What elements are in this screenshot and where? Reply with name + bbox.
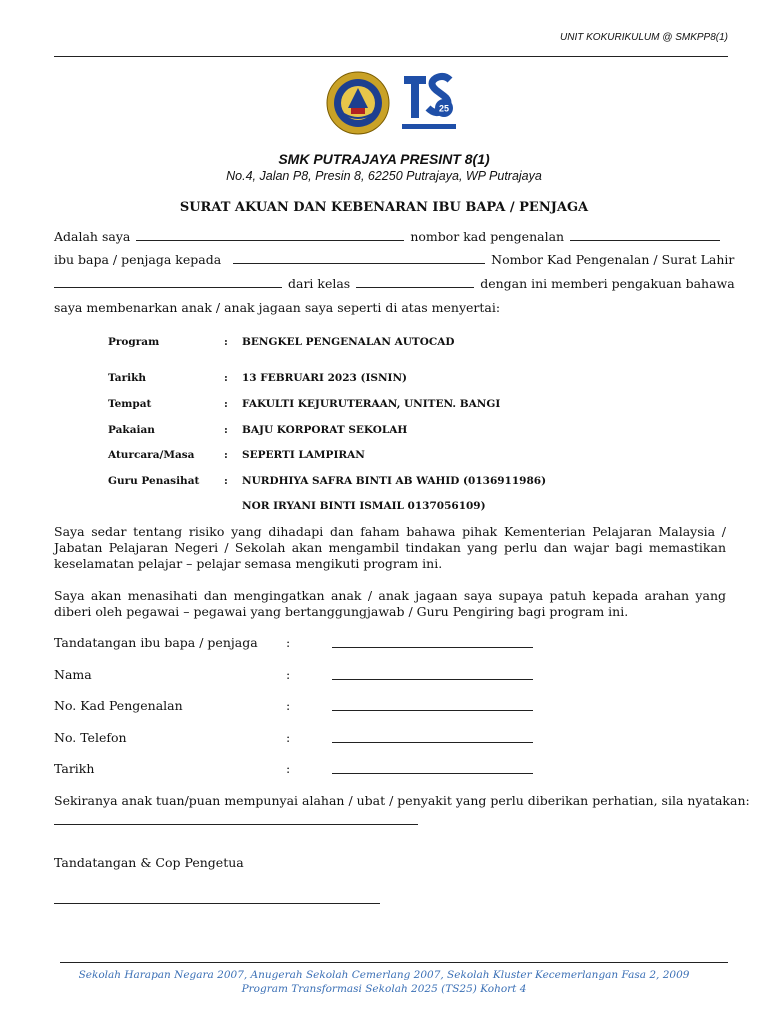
document-title: SURAT AKUAN DAN KEBENARAN IBU BAPA / PENJAGA [179, 200, 589, 215]
phone-input-line[interactable] [332, 742, 533, 743]
name-input-line[interactable] [332, 679, 533, 680]
ts25-logo-icon [398, 72, 456, 129]
form-field-parent-signature [54, 635, 554, 651]
detail-value: NOR IRYANI BINTI ISMAIL 0137056109) [242, 500, 486, 512]
school-address: No.4, Jalan P8, Presin 8, 62250 Putrajaya, WP Putrajaya [226, 169, 542, 183]
form-field-colon: : [286, 667, 291, 682]
form-field-ic [54, 698, 554, 714]
declaration-line-1 [54, 229, 722, 244]
form-field-label: No. Telefon [54, 730, 127, 745]
detail-value: BAJU KORPORAT SEKOLAH [242, 424, 408, 436]
detail-value: FAKULTI KEJURUTERAAN, UNITEN. BANGI [242, 398, 501, 410]
header-divider [54, 56, 728, 57]
form-field-label: Tandatangan ibu bapa / penjaga [54, 635, 258, 650]
detail-label: Guru Penasihat [108, 475, 200, 487]
footer [0, 968, 768, 996]
declaration-text: ibu bapa / penjaga kepada [54, 252, 222, 267]
form-field-label: Nama [54, 667, 92, 682]
detail-value: 13 FEBRUARI 2023 (ISNIN) [242, 372, 408, 384]
detail-colon: : [224, 398, 228, 410]
detail-label: Tarikh [108, 372, 147, 384]
student-ic-blank[interactable] [54, 277, 282, 288]
parent-ic-blank[interactable] [570, 230, 720, 241]
ic-input-line[interactable] [332, 710, 533, 711]
form-field-colon: : [286, 761, 291, 776]
form-field-date [54, 761, 554, 777]
declaration-text: Nombor Kad Pengenalan / Surat Lahir [491, 252, 735, 267]
detail-colon: : [224, 372, 228, 384]
footer-divider [60, 962, 728, 963]
footer-program-line: Program Transformasi Sekolah 2025 (TS25) Kohort 4 [241, 983, 527, 995]
risk-acknowledgement-paragraph: Saya sedar tentang risiko yang dihadapi dan faham bahawa pihak Kementerian Pelajaran Malaysia / Jabatan Pelajaran Negeri / Sekolah akan mengambil tindakan yang perlu dan wajar bagi memastikan keselamatan pelajar – pelajar semasa mengikuti program ini. [54, 524, 726, 571]
ts25-badge: 25 [438, 103, 450, 114]
principal-signature-label: Tandatangan & Cop Pengetua [54, 855, 244, 870]
school-crest-icon [327, 72, 389, 134]
detail-value: BENGKEL PENGENALAN AUTOCAD [242, 336, 455, 348]
form-field-label: No. Kad Pengenalan [54, 698, 183, 713]
declaration-text: dengan ini memberi pengakuan bahawa [480, 276, 735, 291]
detail-value: SEPERTI LAMPIRAN [242, 449, 365, 461]
detail-colon: : [224, 449, 228, 461]
detail-label: Aturcara/Masa [108, 449, 195, 461]
signature-input-line[interactable] [332, 647, 533, 648]
detail-label: Pakaian [108, 424, 155, 436]
detail-label: Tempat [108, 398, 152, 410]
form-field-colon: : [286, 730, 291, 745]
header-unit-text: UNIT KOKURIKULUM @ SMKPP8(1) [560, 32, 728, 43]
class-blank[interactable] [356, 277, 474, 288]
form-field-colon: : [286, 698, 291, 713]
logo-group [322, 70, 462, 136]
date-input-line[interactable] [332, 773, 533, 774]
form-field-label: Tarikh [54, 761, 95, 776]
advice-paragraph: Saya akan menasihati dan mengingatkan anak / anak jagaan saya supaya patuh kepada arahan yang diberi oleh pegawai – pegawai yang bertanggungjawab / Guru Pengiring bagi program ini. [54, 588, 726, 619]
student-name-blank[interactable] [233, 253, 485, 264]
detail-colon: : [224, 475, 228, 487]
footer-awards-line: Sekolah Harapan Negara 2007, Anugerah Sekolah Cemerlang 2007, Sekolah Kluster Kecemerlangan Fasa 2, 2009 [78, 969, 690, 981]
detail-label: Program [108, 336, 160, 348]
medical-note-input-line[interactable] [54, 824, 418, 825]
form-field-name [54, 667, 554, 683]
principal-signature-line[interactable] [54, 903, 380, 904]
declaration-line-4: saya membenarkan anak / anak jagaan saya seperti di atas menyertai: [54, 300, 501, 315]
declaration-line-2 [54, 252, 734, 267]
declaration-text: dari kelas [287, 276, 351, 291]
detail-colon: : [224, 336, 228, 348]
form-field-colon: : [286, 635, 291, 650]
declaration-line-3 [54, 276, 735, 291]
parent-name-blank[interactable] [136, 230, 404, 241]
declaration-text: nombor kad pengenalan [410, 229, 565, 244]
declaration-text: Adalah saya [54, 229, 131, 244]
school-name: SMK PUTRAJAYA PRESINT 8(1) [278, 151, 490, 167]
form-field-phone [54, 730, 554, 746]
medical-note: Sekiranya anak tuan/puan mempunyai alahan / ubat / penyakit yang perlu diberikan perhatian, sila nyatakan: [54, 793, 750, 808]
detail-value: NURDHIYA SAFRA BINTI AB WAHID (0136911986) [242, 475, 547, 487]
detail-colon: : [224, 424, 228, 436]
